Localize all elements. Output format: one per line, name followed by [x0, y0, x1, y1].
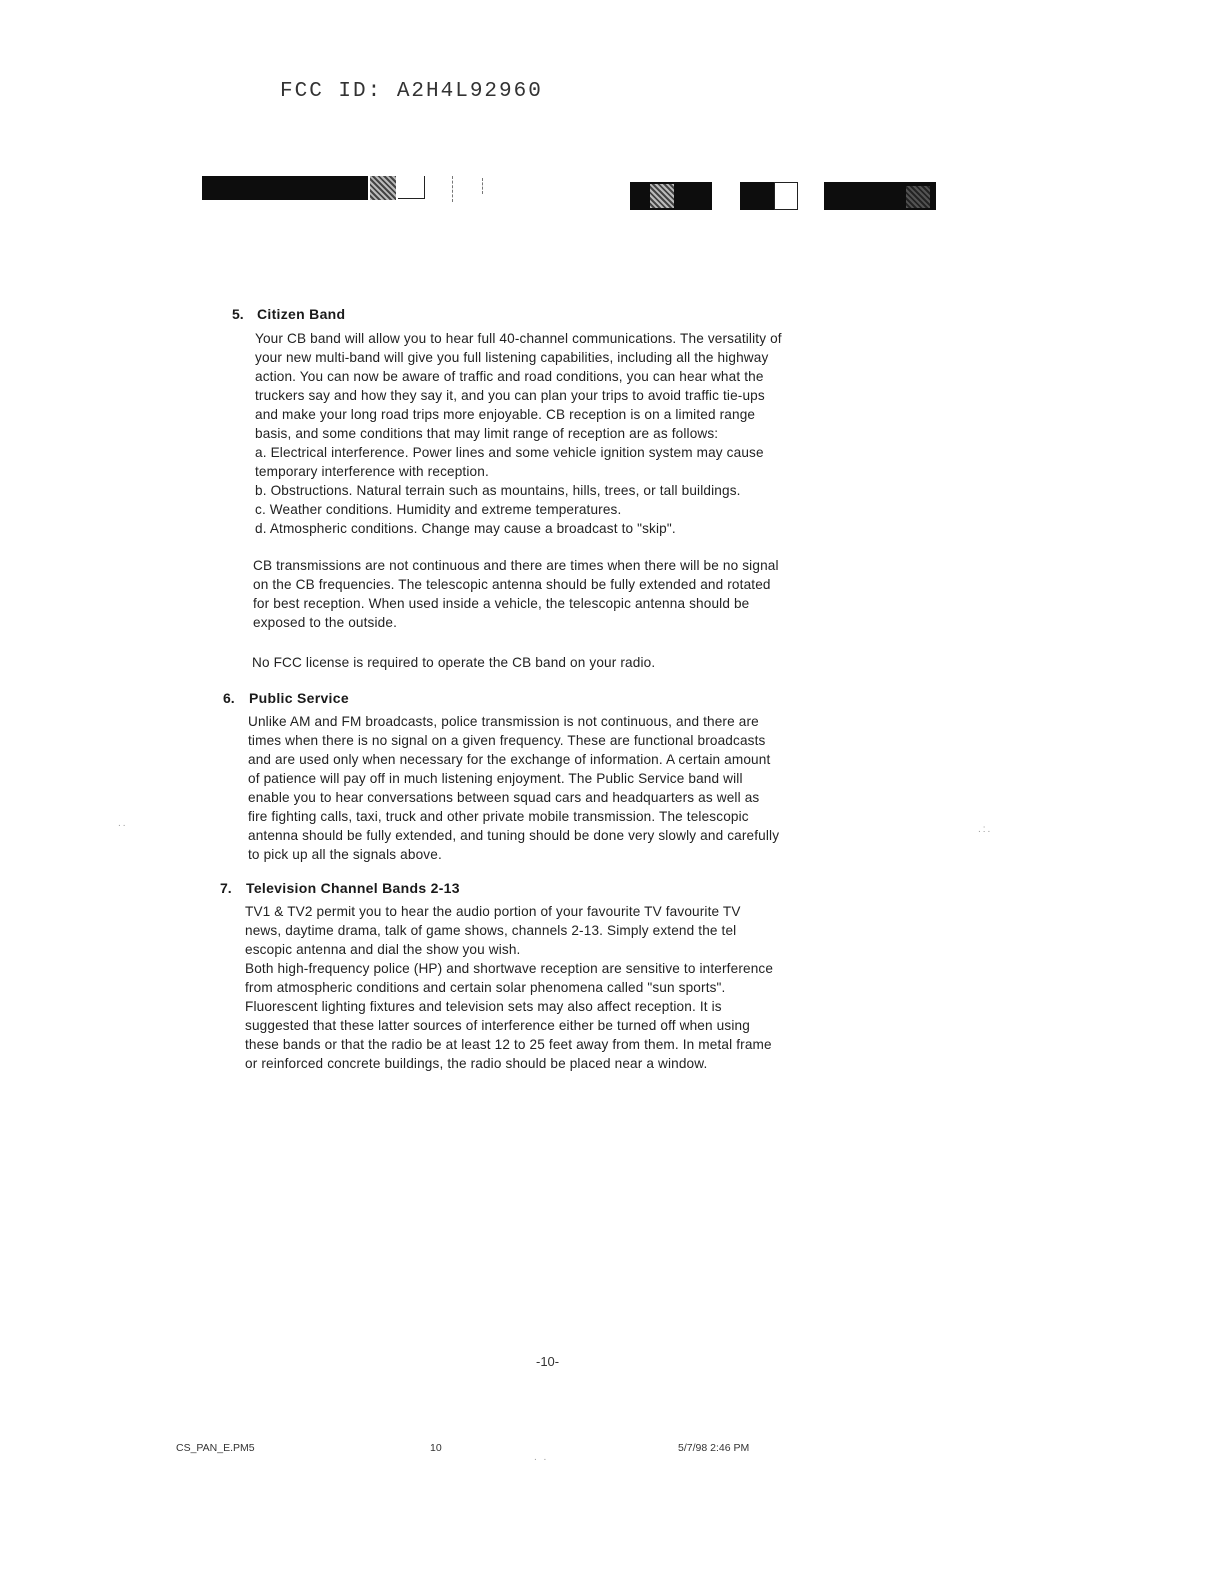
footer-page: 10 — [430, 1442, 442, 1454]
section-title: Public Service — [249, 690, 349, 706]
header-dotted-line — [452, 176, 453, 202]
text-line: basis, and some conditions that may limit range of reception are as follows: — [255, 426, 719, 441]
section-title: Citizen Band — [257, 306, 346, 322]
text-line: your new multi-band will give you full listening capabilities, including all the highway — [255, 350, 769, 365]
text-line: or reinforced concrete buildings, the radio should be placed near a window. — [245, 1056, 708, 1071]
paragraph — [252, 653, 655, 672]
section-number: 7. — [220, 880, 232, 896]
header-black-bar-left — [202, 176, 368, 200]
text-line: suggested that these latter sources of interference either be turned off when using — [245, 1018, 750, 1033]
text-line: temporary interference with reception. — [255, 464, 489, 479]
header-dotted-line — [482, 178, 483, 194]
section-number: 6. — [223, 690, 235, 706]
page-number: -10- — [536, 1354, 560, 1369]
text-line: CB transmissions are not continuous and there are times when there will be no signal — [253, 558, 779, 573]
text-line: to pick up all the signals above. — [248, 847, 442, 862]
text-line: these bands or that the radio be at least 12 to 25 feet away from them. In metal frame — [245, 1037, 772, 1052]
text-line: b. Obstructions. Natural terrain such as mountains, hills, trees, or tall buildings. — [255, 483, 741, 498]
text-line: news, daytime drama, talk of game shows, channels 2-13. Simply extend the tel — [245, 923, 737, 938]
header-noise-block-right — [906, 186, 930, 208]
scan-speck: .:. — [978, 824, 993, 835]
text-line: No FCC license is required to operate the CB band on your radio. — [252, 655, 656, 670]
header-noise-block-mid — [650, 184, 674, 208]
footer-filename: CS_PAN_E.PM5 — [176, 1442, 255, 1454]
header-noise-block-left — [370, 176, 396, 200]
header-outline-box-right — [774, 182, 798, 210]
paragraph — [248, 712, 779, 864]
header-bars — [0, 0, 1224, 240]
paragraph — [255, 329, 782, 538]
text-line: times when there is no signal on a given frequency. These are functional broadcasts — [248, 733, 766, 748]
text-line: c. Weather conditions. Humidity and extreme temperatures. — [255, 502, 622, 517]
text-line: TV1 & TV2 permit you to hear the audio portion of your favourite TV favourite TV — [245, 904, 741, 919]
text-line: antenna should be fully extended, and tuning should be done very slowly and carefully — [248, 828, 780, 843]
text-line: and make your long road trips more enjoyable. CB reception is on a limited range — [255, 407, 756, 422]
section-number: 5. — [232, 306, 244, 322]
text-line: fire fighting calls, taxi, truck and other private mobile transmission. The telescopic — [248, 809, 749, 824]
section-title: Television Channel Bands 2-13 — [246, 880, 460, 896]
text-line: Fluorescent lighting fixtures and television sets may also affect reception. It is — [245, 999, 722, 1014]
text-line: truckers say and how they say it, and you can plan your trips to avoid traffic tie-ups — [255, 388, 765, 403]
scan-speck: . . — [534, 1452, 549, 1463]
text-line: from atmospheric conditions and certain solar phenomena called "sun sports". — [245, 980, 726, 995]
paragraph — [245, 902, 773, 1073]
text-line: Your CB band will allow you to hear full 40-channel communications. The versatility of — [255, 331, 782, 346]
text-line: for best reception. When used inside a vehicle, the telescopic antenna should be — [253, 596, 750, 611]
paragraph — [253, 556, 779, 632]
text-line: d. Atmospheric conditions. Change may cause a broadcast to "skip". — [255, 521, 676, 536]
text-line: escopic antenna and dial the show you wish. — [245, 942, 521, 957]
header-outline-box-left — [398, 176, 425, 199]
header-black-bar-small — [740, 182, 774, 210]
text-line: on the CB frequencies. The telescopic antenna should be fully extended and rotated — [253, 577, 771, 592]
scan-speck: .. — [118, 818, 128, 829]
text-line: Both high-frequency police (HP) and shortwave reception are sensitive to interference — [245, 961, 774, 976]
text-line: enable you to hear conversations between squad cars and headquarters as well as — [248, 790, 760, 805]
text-line: of patience will pay off in much listening enjoyment. The Public Service band will — [248, 771, 743, 786]
text-line: action. You can now be aware of traffic and road conditions, you can hear what the — [255, 369, 764, 384]
text-line: Unlike AM and FM broadcasts, police transmission is not continuous, and there are — [248, 714, 759, 729]
footer-timestamp: 5/7/98 2:46 PM — [678, 1442, 750, 1454]
text-line: and are used only when necessary for the exchange of information. A certain amount — [248, 752, 771, 767]
text-line: a. Electrical interference. Power lines and some vehicle ignition system may cause — [255, 445, 764, 460]
text-line: exposed to the outside. — [253, 615, 398, 630]
fcc-id: FCC ID: A2H4L92960 — [280, 80, 543, 103]
